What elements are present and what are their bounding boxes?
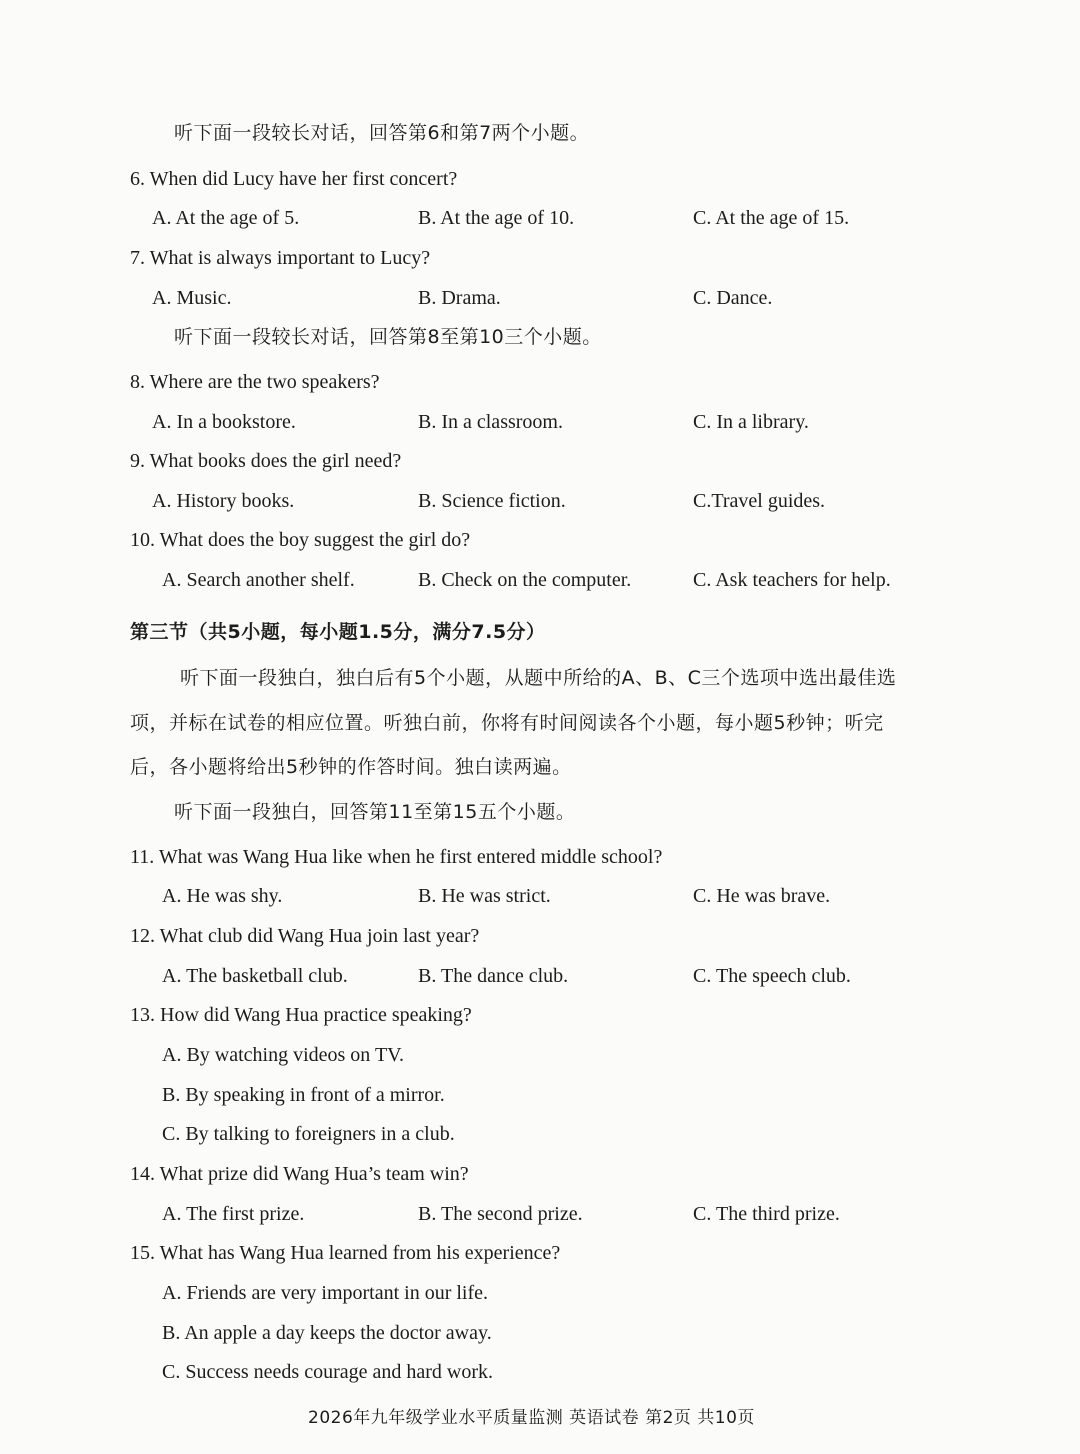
page-footer: 2026年九年级学业水平质量监测 英语试卷 第2页 共10页 — [308, 1408, 755, 1428]
q14-option-c: C. The third prize. — [693, 1203, 840, 1225]
q10-option-c: C. Ask teachers for help. — [693, 569, 891, 591]
section-3-para-line-1: 听下面一段独白，独白后有5个小题，从题中所给的A、B、C三个选项中选出最佳选 — [180, 667, 897, 689]
q12-option-a: A. The basketball club. — [162, 965, 348, 987]
q13-option-a: A. By watching videos on TV. — [162, 1044, 405, 1066]
q7-option-b: B. Drama. — [418, 287, 501, 309]
q6-option-c: C. At the age of 15. — [693, 207, 850, 229]
q13-option-b: B. By speaking in front of a mirror. — [162, 1084, 445, 1106]
question-14: 14. What prize did Wang Hua’s team win? — [130, 1163, 469, 1185]
q11-option-b: B. He was strict. — [418, 885, 551, 907]
instruction-q6-7: 听下面一段较长对话，回答第6和第7两个小题。 — [174, 122, 590, 144]
q12-option-b: B. The dance club. — [418, 965, 569, 987]
q8-option-a: A. In a bookstore. — [152, 411, 296, 433]
q7-option-a: A. Music. — [152, 287, 232, 309]
q8-option-c: C. In a library. — [693, 411, 809, 433]
question-12: 12. What club did Wang Hua join last year? — [130, 925, 480, 947]
question-7: 7. What is always important to Lucy? — [130, 247, 431, 269]
q13-option-c: C. By talking to foreigners in a club. — [162, 1123, 455, 1145]
question-11: 11. What was Wang Hua like when he first entered middle school? — [130, 846, 663, 868]
q10-option-b: B. Check on the computer. — [418, 569, 632, 591]
section-3-para-line-2: 项，并标在试卷的相应位置。听独白前，你将有时间阅读各个小题，每小题5秒钟；听完 — [130, 712, 884, 734]
q10-option-a: A. Search another shelf. — [162, 569, 355, 591]
q9-option-a: A. History books. — [152, 490, 295, 512]
q11-option-c: C. He was brave. — [693, 885, 831, 907]
q15-option-b: B. An apple a day keeps the doctor away. — [162, 1322, 492, 1344]
q14-option-b: B. The second prize. — [418, 1203, 583, 1225]
instruction-q8-10: 听下面一段较长对话，回答第8至第10三个小题。 — [174, 326, 602, 348]
question-10: 10. What does the boy suggest the girl do? — [130, 529, 471, 551]
q14-option-a: A. The first prize. — [162, 1203, 305, 1225]
q6-option-b: B. At the age of 10. — [418, 207, 575, 229]
question-13: 13. How did Wang Hua practice speaking? — [130, 1004, 472, 1026]
q8-option-b: B. In a classroom. — [418, 411, 563, 433]
q6-option-a: A. At the age of 5. — [152, 207, 300, 229]
question-9: 9. What books does the girl need? — [130, 450, 402, 472]
section-3-title: 第三节（共5小题，每小题1.5分，满分7.5分） — [130, 621, 546, 643]
instruction-q11-15: 听下面一段独白，回答第11至第15五个小题。 — [174, 801, 576, 823]
q12-option-c: C. The speech club. — [693, 965, 851, 987]
q9-option-c: C.Travel guides. — [693, 490, 826, 512]
question-8: 8. Where are the two speakers? — [130, 371, 380, 393]
q15-option-c: C. Success needs courage and hard work. — [162, 1361, 494, 1383]
question-6: 6. When did Lucy have her first concert? — [130, 168, 458, 190]
q9-option-b: B. Science fiction. — [418, 490, 566, 512]
section-3-para-line-3: 后，各小题将给出5秒钟的作答时间。独白读两遍。 — [130, 756, 572, 778]
q7-option-c: C. Dance. — [693, 287, 773, 309]
q11-option-a: A. He was shy. — [162, 885, 283, 907]
question-15: 15. What has Wang Hua learned from his experience? — [130, 1242, 561, 1264]
q15-option-a: A. Friends are very important in our life. — [162, 1282, 489, 1304]
